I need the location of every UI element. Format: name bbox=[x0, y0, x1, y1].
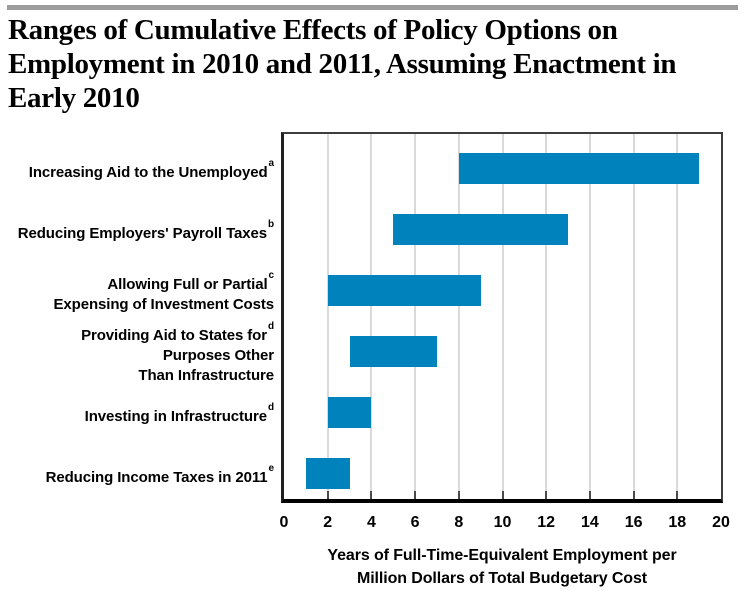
footnote-marker: d bbox=[267, 320, 274, 332]
gridline bbox=[502, 134, 504, 499]
footnote-marker: c bbox=[268, 269, 274, 281]
gridline bbox=[370, 134, 372, 499]
category-label-line bbox=[0, 295, 274, 315]
category-label-line bbox=[0, 220, 274, 244]
category-label-text: Allowing Full or Partial bbox=[107, 275, 268, 293]
x-axis-title bbox=[252, 544, 745, 590]
category-label bbox=[0, 220, 274, 244]
category-label bbox=[0, 403, 274, 427]
x-tick-label: 14 bbox=[580, 514, 599, 531]
gridline bbox=[676, 134, 678, 499]
footnote-marker: e bbox=[268, 462, 274, 474]
x-axis-tick bbox=[502, 491, 504, 499]
x-axis-title-line: Million Dollars of Total Budgetary Cost bbox=[356, 570, 648, 587]
category-label-text: Expensing of Investment Costs bbox=[53, 295, 274, 313]
plot-inner bbox=[284, 134, 721, 499]
gridline bbox=[458, 134, 460, 499]
gridline bbox=[589, 134, 591, 499]
footnote-marker: a bbox=[268, 157, 274, 169]
chart-title-line: Employment in 2010 and 2011, Assuming Enactment in bbox=[8, 48, 677, 80]
x-axis-tick bbox=[458, 491, 460, 499]
category-label-line bbox=[0, 322, 274, 346]
gridline bbox=[327, 134, 329, 499]
range-bar bbox=[306, 458, 350, 489]
category-label-line bbox=[0, 403, 274, 427]
range-bar bbox=[459, 153, 699, 184]
x-tick-label: 8 bbox=[454, 514, 464, 531]
x-tick-label: 4 bbox=[366, 514, 376, 531]
x-axis-title-line: Years of Full-Time-Equivalent Employment per bbox=[327, 547, 677, 564]
gridline bbox=[414, 134, 416, 499]
x-tick-label: 10 bbox=[493, 514, 512, 531]
range-bar bbox=[328, 275, 481, 306]
category-label bbox=[0, 271, 274, 315]
x-tick-label: 16 bbox=[624, 514, 643, 531]
x-tick-label: 2 bbox=[323, 514, 333, 531]
category-label-line bbox=[0, 346, 274, 366]
x-tick-label: 0 bbox=[279, 514, 289, 531]
category-label-line bbox=[0, 159, 274, 183]
chart-title-line: Early 2010 bbox=[8, 82, 140, 114]
x-axis-tick bbox=[545, 491, 547, 499]
x-tick-label: 20 bbox=[712, 514, 730, 531]
range-bar bbox=[350, 336, 437, 367]
category-label-text: Reducing Employers' Payroll Taxes bbox=[17, 224, 267, 242]
x-axis-tick bbox=[414, 491, 416, 499]
x-axis-tick bbox=[370, 491, 372, 499]
category-label-line bbox=[0, 464, 274, 488]
category-label bbox=[0, 322, 274, 386]
category-label-text: Purposes Other bbox=[162, 346, 274, 364]
category-label-line bbox=[0, 366, 274, 386]
category-label bbox=[0, 464, 274, 488]
chart-title-line: Ranges of Cumulative Effects of Policy Options on bbox=[8, 14, 618, 46]
x-tick-label: 18 bbox=[668, 514, 687, 531]
category-label-text: Increasing Aid to the Unemployed bbox=[28, 163, 268, 181]
x-axis-tick bbox=[633, 491, 635, 499]
category-label-text: Than Infrastructure bbox=[138, 366, 274, 384]
x-axis-tick bbox=[327, 491, 329, 499]
range-bar bbox=[328, 397, 372, 428]
footnote-marker: d bbox=[267, 401, 274, 413]
gridline bbox=[545, 134, 547, 499]
x-tick-label: 12 bbox=[537, 514, 556, 531]
category-label-text: Providing Aid to States for bbox=[81, 326, 267, 344]
x-tick-label: 6 bbox=[410, 514, 420, 531]
category-label bbox=[0, 159, 274, 183]
range-bar bbox=[393, 214, 568, 245]
gridline bbox=[633, 134, 635, 499]
x-axis-tick bbox=[676, 491, 678, 499]
footnote-marker: b bbox=[267, 218, 274, 230]
plot-area bbox=[281, 132, 723, 503]
category-label-line bbox=[0, 271, 274, 295]
x-axis-tick bbox=[589, 491, 591, 499]
category-label-text: Reducing Income Taxes in 2011 bbox=[45, 468, 268, 486]
category-label-text: Investing in Infrastructure bbox=[84, 407, 267, 425]
